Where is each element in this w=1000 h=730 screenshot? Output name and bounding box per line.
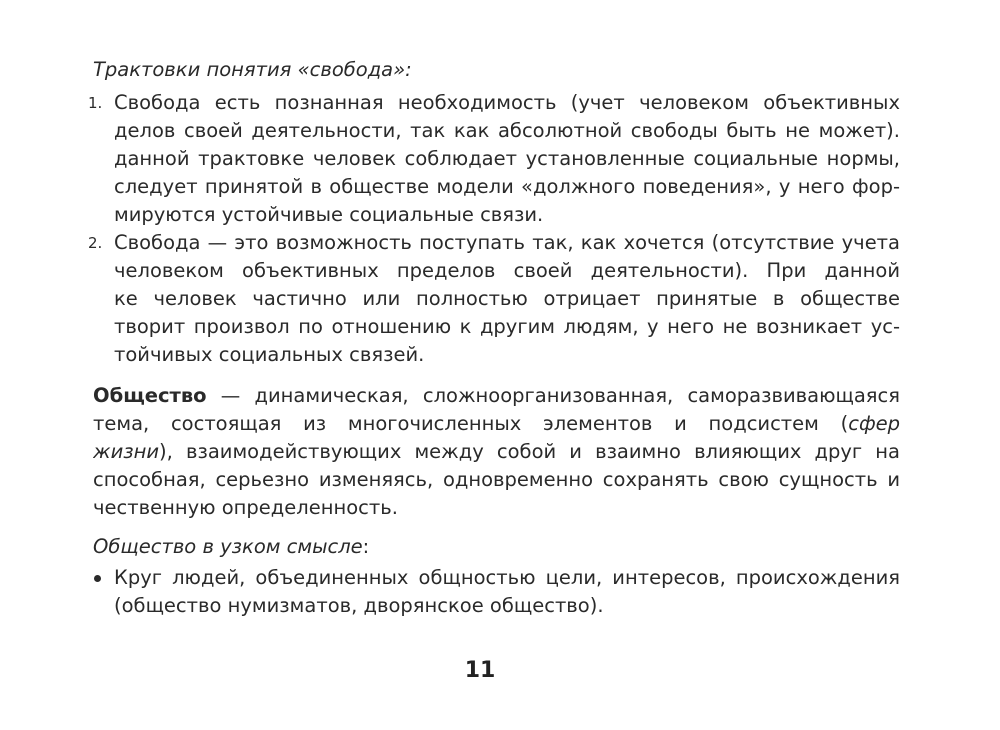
- narrow-heading: [93, 533, 369, 561]
- freedom-heading: Трактовки понятия «свобода»:: [93, 58, 412, 81]
- society-line2: [93, 410, 900, 438]
- item2-line1: Свобода — это возможность поступать так, как хочется (отсутствие учета: [114, 231, 900, 254]
- bullet-line1: Круг людей, объединенных общностью цели, интересов, происхождения: [114, 566, 900, 589]
- item2-line3: ке человек частично или полностью отрицает принятые в обществе: [114, 287, 900, 310]
- item1-line2: делов своей деятельности, так как абсолютной свободы быть не может).: [114, 119, 900, 142]
- item1-line1: Свобода есть познанная необходимость (учет человеком объективных: [114, 91, 900, 114]
- narrow-heading-colon: :: [362, 535, 370, 558]
- bullet-dot: [94, 575, 101, 582]
- item1-line5: мируются устойчивые социальные связи.: [114, 203, 544, 226]
- society-line3: [93, 438, 900, 466]
- society-line2-italic: сфер: [848, 412, 900, 435]
- item2-line2: человеком объективных пределов своей деятельности). При данной: [114, 259, 900, 282]
- bullet-line2: (общество нумизматов, дворянское общество).: [114, 594, 604, 617]
- item2-line4: творит произвол по отношению к другим людям, у него не возникает ус-: [114, 315, 900, 338]
- society-line1: [93, 382, 900, 410]
- list-marker-2: 2.: [88, 234, 103, 252]
- page-number: 11: [464, 658, 496, 683]
- item1-line4: следует принятой в обществе модели «должного поведения», у него фор-: [114, 175, 900, 198]
- item2-line5: тойчивых социальных связей.: [114, 343, 425, 366]
- society-line1-rest: — динамическая, сложноорганизованная, саморазвивающаяся: [220, 384, 900, 407]
- narrow-heading-text: Общество в узком смысле: [93, 535, 363, 558]
- society-line4: способная, серьезно изменяясь, одновременно сохранять свою сущность и: [93, 468, 900, 491]
- item1-line3: данной трактовке человек соблюдает установленные социальные нормы,: [114, 147, 900, 170]
- society-term: Общество: [93, 384, 207, 407]
- society-line2-start: тема, состоящая из многочисленных элементов и подсистем (: [93, 412, 849, 435]
- society-line5: чественную определенность.: [93, 496, 398, 519]
- society-line3-italic: жизни: [93, 440, 160, 463]
- society-line3-rest: ), взаимодействующих между собой и взаимно влияющих друг на: [159, 440, 900, 463]
- list-marker-1: 1.: [88, 94, 103, 112]
